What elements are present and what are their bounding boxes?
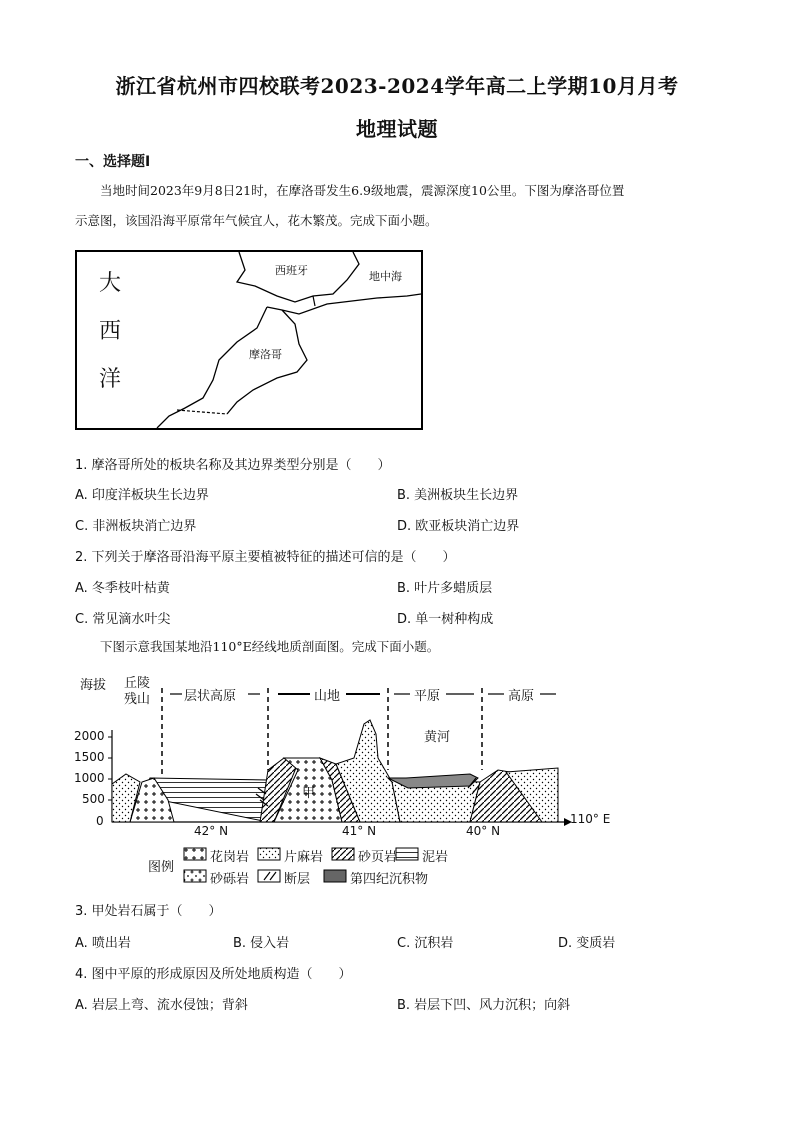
intro1-line1: 当地时间2023年9月8日21时，在摩洛哥发生6.9级地震，震源深度10公里。下图为摩洛哥位置 [100, 183, 625, 198]
lat-40: 40° N [466, 824, 501, 838]
question-3: 3. 甲处岩石属于（ ） [75, 904, 222, 919]
q3-option-b[interactable]: B. 侵入岩 [233, 936, 290, 951]
ocean-label-3: 洋 [99, 367, 122, 392]
morocco-atlantic-coast [157, 307, 267, 428]
spain-label: 西班牙 [275, 264, 308, 277]
lat-42: 42° N [194, 824, 229, 838]
jia-label: 甲 [302, 786, 316, 801]
river-label: 黄河 [424, 730, 451, 745]
region-plateau-layered: 层状高原 [184, 689, 237, 704]
question-1: 1. 摩洛哥所处的板块名称及其边界类型分别是（ ） [75, 458, 391, 473]
legend-swatch-gravel [184, 870, 206, 882]
axis-end-label: 110° E [570, 812, 611, 826]
legend-granite: 花岗岩 [210, 850, 250, 865]
question-2: 2. 下列关于摩洛哥沿海平原主要植被特征的描述可信的是（ ） [75, 550, 456, 565]
north-africa-coast [267, 294, 421, 314]
legend-gravel: 砂砾岩 [210, 872, 250, 887]
legend-swatch-fault [258, 870, 280, 882]
q3-option-d[interactable]: D. 变质岩 [558, 936, 616, 951]
q2-option-c[interactable]: C. 常见滴水叶尖 [75, 612, 171, 627]
geologic-profile [70, 670, 630, 894]
region-hill-line2: 残山 [124, 692, 151, 707]
legend-quaternary: 第四纪沉积物 [350, 872, 429, 887]
region-plain: 平原 [414, 689, 441, 704]
q4-option-a[interactable]: A. 岩层上弯、流水侵蚀；背斜 [75, 998, 248, 1013]
y-tick-0: 0 [96, 814, 104, 828]
morocco-east-border [227, 310, 307, 414]
legend-swatch-sandshale [332, 848, 354, 860]
q1-option-c[interactable]: C. 非洲板块消亡边界 [75, 519, 197, 534]
section-heading: 一、选择题Ⅰ [75, 154, 151, 170]
q3-option-c[interactable]: C. 沉积岩 [397, 936, 454, 951]
legend-mudstone: 泥岩 [422, 850, 449, 865]
y-tick-500: 500 [82, 792, 105, 806]
page-subtitle: 地理试题 [356, 117, 438, 141]
ocean-label-2: 西 [99, 319, 122, 344]
y-tick-1000: 1000 [74, 771, 105, 785]
y-tick-1500: 1500 [74, 750, 105, 764]
intro2: 下图示意我国某地沿110°E经线地质剖面图。完成下面小题。 [100, 639, 440, 654]
intro1-line2: 示意图，该国沿海平原常年气候宜人，花木繁茂。完成下面小题。 [75, 213, 438, 228]
strait-line [313, 296, 315, 306]
region-hill-line1: 丘陵 [124, 676, 151, 691]
legend-swatch-granite [184, 848, 206, 860]
q1-option-b[interactable]: B. 美洲板块生长边界 [397, 488, 519, 503]
legend-sandshale: 砂页岩 [358, 850, 398, 865]
q2-option-b[interactable]: B. 叶片多蜡质层 [397, 581, 493, 596]
legend-swatch-quaternary [324, 870, 346, 882]
y-axis-title: 海拔 [80, 678, 107, 693]
legend-swatch-gneiss [258, 848, 280, 860]
q4-option-b[interactable]: B. 岩层下凹、风力沉积；向斜 [397, 998, 571, 1013]
q2-option-d[interactable]: D. 单一树种构成 [397, 612, 494, 627]
legend-fault: 断层 [284, 872, 311, 887]
q1-option-a[interactable]: A. 印度洋板块生长边界 [75, 488, 209, 503]
q3-option-a[interactable]: A. 喷出岩 [75, 936, 131, 951]
ocean-label-1: 大 [99, 271, 122, 296]
disputed-border [177, 410, 227, 414]
lat-41: 41° N [342, 824, 377, 838]
mediterranean-label: 地中海 [369, 270, 402, 283]
legend-swatch-mudstone [396, 848, 418, 860]
region-plateau: 高原 [508, 689, 535, 704]
region-mountain: 山地 [314, 689, 341, 704]
q2-option-a[interactable]: A. 冬季枝叶枯黄 [75, 581, 170, 596]
legend-title: 图例 [148, 860, 175, 875]
question-4: 4. 图中平原的形成原因及所处地质构造（ ） [75, 967, 352, 982]
legend-gneiss: 片麻岩 [284, 850, 324, 865]
q1-option-d[interactable]: D. 欧亚板块消亡边界 [397, 519, 520, 534]
morocco-label: 摩洛哥 [249, 348, 282, 361]
page-title: 浙江省杭州市四校联考2023-2024学年高二上学期10月月考 [115, 74, 679, 98]
y-tick-2000: 2000 [74, 729, 105, 743]
morocco-map [75, 250, 423, 430]
